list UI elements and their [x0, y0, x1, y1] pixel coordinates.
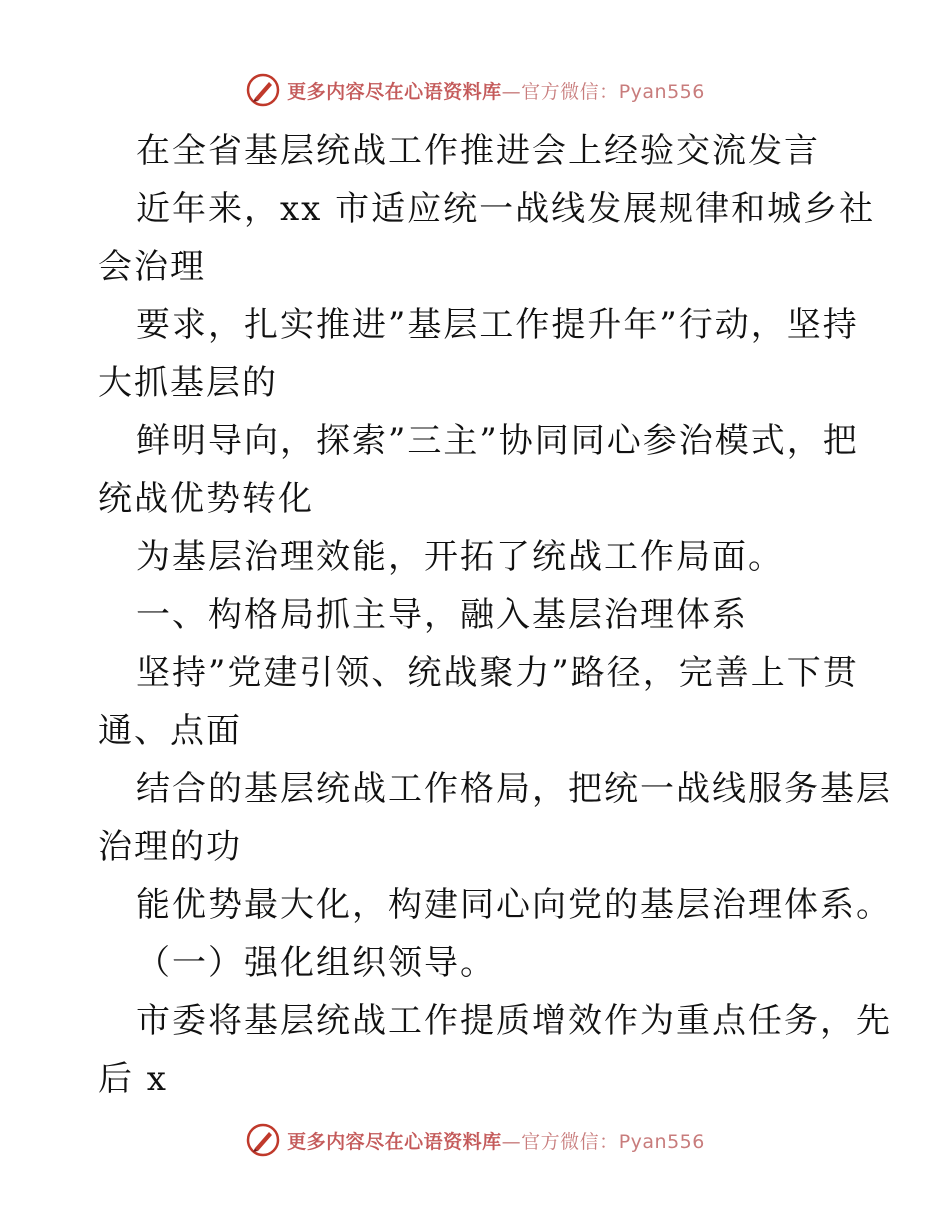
footer-watermark	[0, 1118, 950, 1162]
text-line: 统战优势转化	[98, 479, 314, 519]
text-line: 结合的基层统战工作格局，把统一战线服务基层	[136, 769, 892, 809]
text-line: 通、点面	[98, 711, 242, 751]
text-line: 后 x	[98, 1059, 168, 1099]
text-line: 市委将基层统战工作提质增效作为重点任务，先	[136, 1001, 892, 1041]
text-line: 能优势最大化，构建同心向党的基层治理体系。	[136, 885, 892, 925]
text-line: 一、构格局抓主导，融入基层治理体系	[136, 595, 748, 635]
pen-logo-icon	[245, 1122, 281, 1158]
header-watermark	[0, 68, 950, 112]
document-body	[98, 122, 892, 1108]
pen-logo-icon	[245, 72, 281, 108]
text-line: 坚持”党建引领、统战聚力”路径，完善上下贯	[136, 653, 859, 693]
watermark-id: Pyan556	[618, 1130, 705, 1153]
watermark-text	[287, 77, 705, 104]
watermark-main: 更多内容尽在心语资料库	[287, 1130, 502, 1153]
text-line: 要求，扎实推进”基层工作提升年”行动，坚持	[136, 305, 859, 345]
watermark-main: 更多内容尽在心语资料库	[287, 80, 502, 103]
text-line: 在全省基层统战工作推进会上经验交流发言	[136, 131, 820, 171]
text-line: 为基层治理效能，开拓了统战工作局面。	[136, 537, 784, 577]
watermark-text	[287, 1127, 705, 1154]
text-line: 鲜明导向，探索”三主”协同同心参治模式，把	[136, 421, 859, 461]
text-line: 近年来，xx 市适应统一战线发展规律和城乡社	[136, 189, 876, 229]
text-line: 大抓基层的	[98, 363, 278, 403]
watermark-sep: —官方微信：	[501, 80, 619, 103]
text-line: 会治理	[98, 247, 206, 287]
text-line: （一）强化组织领导。	[136, 943, 496, 983]
watermark-sep: —官方微信：	[501, 1130, 619, 1153]
watermark-id: Pyan556	[618, 80, 705, 103]
text-line: 治理的功	[98, 827, 242, 867]
